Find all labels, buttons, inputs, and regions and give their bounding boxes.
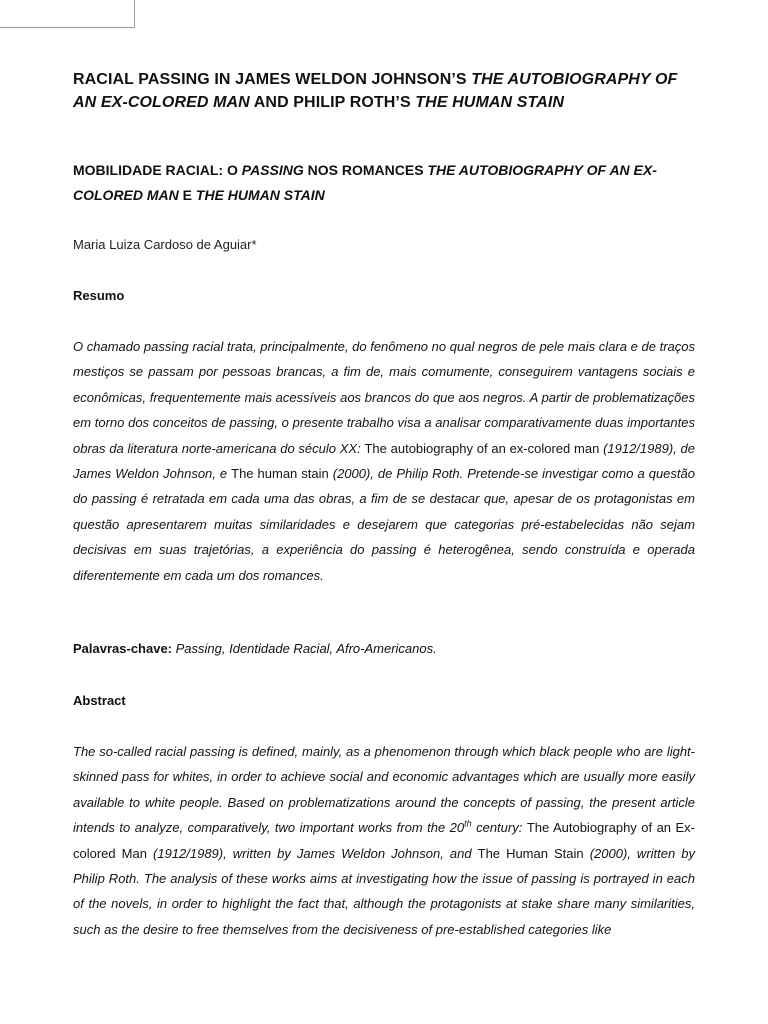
keywords-value: Passing, Identidade Racial, Afro-Americanos.	[172, 641, 437, 656]
portuguese-title-part2: NOS ROMANCES	[303, 162, 428, 178]
keywords-line	[73, 640, 437, 658]
abstract-heading: Abstract	[73, 693, 126, 708]
resumo-heading: Resumo	[73, 288, 125, 303]
abstract-seg2: century:	[471, 820, 527, 836]
author-name: Maria Luiza Cardoso de Aguiar*	[73, 237, 257, 252]
english-title	[73, 68, 695, 114]
resumo-seg2: The autobiography of an ex-colored man	[364, 440, 600, 456]
english-title-italic2: THE HUMAN STAIN	[415, 94, 565, 111]
portuguese-title-italic2: THE AUTOBIOGRAPHY OF AN EX-COLORED MAN	[73, 162, 657, 203]
portuguese-title	[73, 158, 695, 208]
english-title-italic1: THE AUTOBIOGRAPHY OF AN EX-COLORED MAN	[73, 71, 678, 111]
abstract-seg6: (2000), written by Philip Roth. The analysis of these works aims at investigating how the issue of passing is portrayed in each of the novels, in order to highlight the fact that, although the protagonists at stake share many similarities, such as the desire to free themselves from the decisiveness of pre-established categories like	[73, 845, 695, 937]
abstract-seg4: (1912/1989), written by James Weldon Johnson, and	[146, 845, 478, 861]
resumo-seg5: (2000), de Philip Roth. Pretende-se investigar como a questão do passing é retratada em cada uma das obras, a fim de se destacar que, apesar de os protagonistas em questão apresentarem muitas similaridades e desejarem que categorias pré-estabelecidas não sejam decisivas em suas trajetórias, a experiência do passing é heterogênea, sendo construída e operada diferentemente em cada um dos romances.	[73, 466, 695, 583]
resumo-seg1: O chamado passing racial trata, principalmente, do fenômeno no qual negros de pele mais clara e de traços mestiços se passam por pessoas brancas, a fim de, mais comumente, conseguirem vantagens sociais e econômicas, frequentemente mais acessíveis aos brancos do que aos negros. A partir de problematizações em torno dos conceitos de passing, o presente trabalho visa a analisar comparativamente duas importantes obras da literatura norte-americana do século XX:	[73, 339, 695, 456]
portuguese-title-italic1: PASSING	[241, 162, 304, 178]
resumo-seg4: The human stain	[231, 466, 329, 482]
abstract-paragraph	[73, 739, 695, 942]
abstract-seg3: The Autobiography of an Ex-colored Man	[73, 820, 695, 861]
abstract-sup: th	[464, 818, 472, 829]
portuguese-title-italic3: THE HUMAN STAIN	[195, 187, 325, 203]
portuguese-title-part3: E	[178, 187, 196, 203]
english-title-part2: AND PHILIP ROTH’S	[249, 94, 416, 111]
abstract-seg1: The so-called racial passing is defined, mainly, as a phenomenon through which black people who are light-skinned pass for whites, in order to achieve social and economic advantages which are usually more easily available to white people. Based on problematizations around the concepts of passing, the present article intends to analyze, comparatively, two important works from the 20	[73, 744, 695, 836]
page-corner-box	[0, 0, 135, 28]
resumo-seg3: (1912/1989), de James Weldon Johnson, e	[73, 440, 695, 482]
portuguese-title-part1: MOBILIDADE RACIAL: O	[73, 162, 242, 178]
keywords-label: Palavras-chave:	[73, 641, 173, 656]
abstract-seg5: The Human Stain	[477, 845, 584, 861]
resumo-paragraph	[73, 334, 695, 588]
english-title-part1: RACIAL PASSING IN JAMES WELDON JOHNSON’S	[73, 71, 472, 88]
